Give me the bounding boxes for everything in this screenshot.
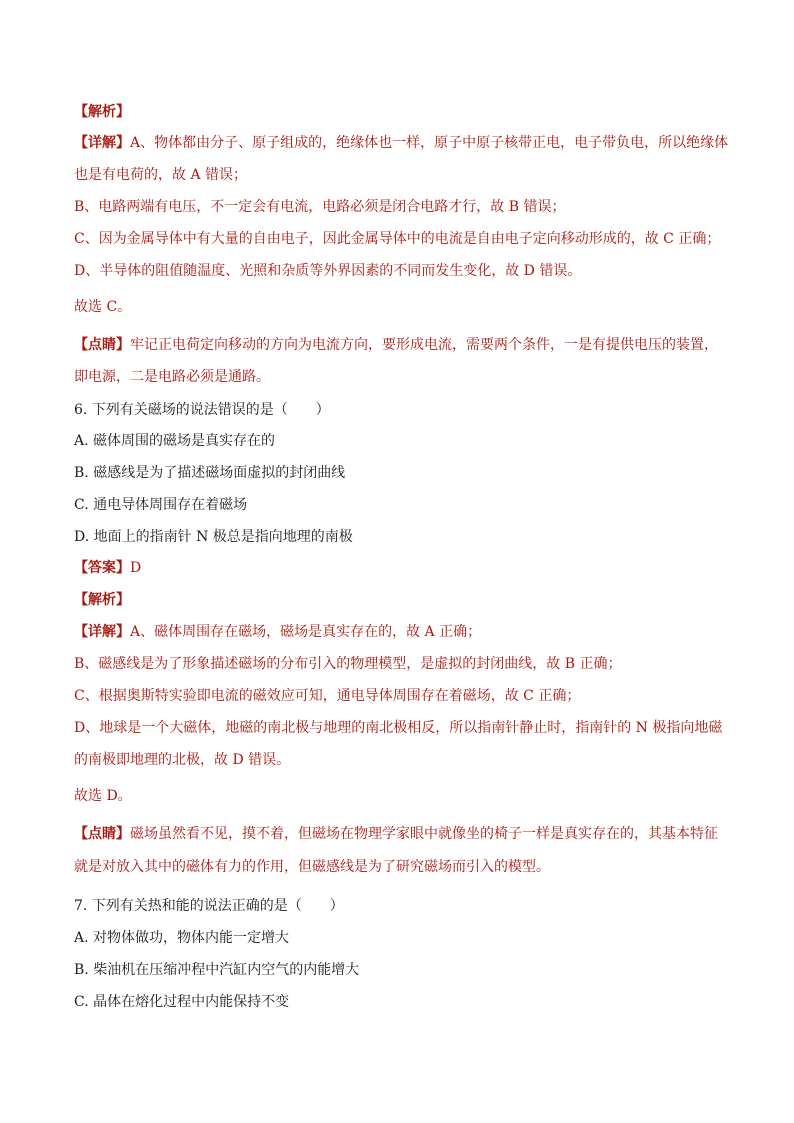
question-7-stem: 7. 下列有关热和能的说法正确的是（ ）: [74, 898, 344, 914]
option-d-explanation: D、半导体的阻值随温度、光照和杂质等外界因素的不同而发生变化，故 D 错误。: [74, 263, 582, 279]
option-c-explanation: C、根据奥斯特实验即电流的磁效应可知，通电导体周围存在着磁场，故 C 正确；: [74, 688, 581, 704]
question-6-option-a: A. 磁体周围的磁场是真实存在的: [74, 433, 276, 449]
note-line: [74, 825, 734, 843]
question-7-option-c: C. 晶体在熔化过程中内能保持不变: [74, 994, 290, 1010]
question-6-option-b: B. 磁感线是为了描述磁场面虚拟的封闭曲线: [74, 465, 346, 481]
analysis-header: 【解析】: [74, 104, 130, 120]
conclusion: 故选 D。: [74, 788, 132, 804]
option-b-explanation: B、磁感线是为了形象描述磁场的分布引入的物理模型，是虚拟的封闭曲线，故 B 正确；: [74, 656, 622, 672]
question-7-option-a: A. 对物体做功，物体内能一定增大: [74, 930, 290, 946]
detail-text: A、物体都由分子、原子组成的，绝缘体也一样，原子中原子核带正电，电子带负电，所以绝缘体: [130, 135, 729, 151]
detail-tag: 【详解】: [74, 135, 130, 151]
note-text: 牢记正电荷定向移动的方向为电流方向，要形成电流，需要两个条件，一是有提供电压的装置，: [130, 337, 718, 353]
option-d-explanation: D、地球是一个大磁体，地磁的南北极与地理的南北极相反，所以指南针静止时，指南针的 N 极指向地磁: [74, 720, 723, 736]
question-6-option-d: D. 地面上的指南针 N 极总是指向地理的南极: [74, 529, 353, 545]
question-6-option-c: C. 通电导体周围存在着磁场: [74, 497, 248, 513]
analysis-header: 【解析】: [74, 592, 130, 608]
question-7-option-b: B. 柴油机在压缩冲程中汽缸内空气的内能增大: [74, 962, 360, 978]
option-d-continuation: 的南极即地理的北极，故 D 错误。: [74, 752, 291, 768]
detail-line: [74, 134, 734, 152]
answer-tag: 【答案】: [74, 560, 130, 576]
note-line: [74, 336, 734, 354]
note-tag: 【点睛】: [74, 337, 130, 353]
question-6-stem: 6. 下列有关磁场的说法错误的是（ ）: [74, 402, 330, 418]
detail-tag: 【详解】: [74, 624, 130, 640]
option-c-explanation: C、因为金属导体中有大量的自由电子，因此金属导体中的电流是自由电子定向移动形成的，故 C 正确；: [74, 231, 721, 247]
detail-text: A、磁体周围存在磁场，磁场是真实存在的，故 A 正确；: [130, 624, 482, 640]
detail-line: [74, 623, 734, 641]
note-text: 磁场虽然看不见，摸不着，但磁场在物理学家眼中就像坐的椅子一样是真实存在的，其基本特征: [130, 826, 718, 842]
option-b-explanation: B、电路两端有电压，不一定会有电流，电路必须是闭合电路才行，故 B 错误；: [74, 199, 566, 215]
note-tag: 【点睛】: [74, 826, 130, 842]
answer-line: [74, 559, 734, 577]
note-continuation: 就是对放入其中的磁体有力的作用，但磁感线是为了研究磁场而引入的模型。: [74, 859, 550, 875]
conclusion: 故选 C。: [74, 299, 132, 315]
note-continuation: 即电源，二是电路必须是通路。: [74, 369, 270, 385]
answer-value: D: [130, 560, 142, 576]
detail-continuation: 也是有电荷的，故 A 错误；: [74, 167, 248, 183]
